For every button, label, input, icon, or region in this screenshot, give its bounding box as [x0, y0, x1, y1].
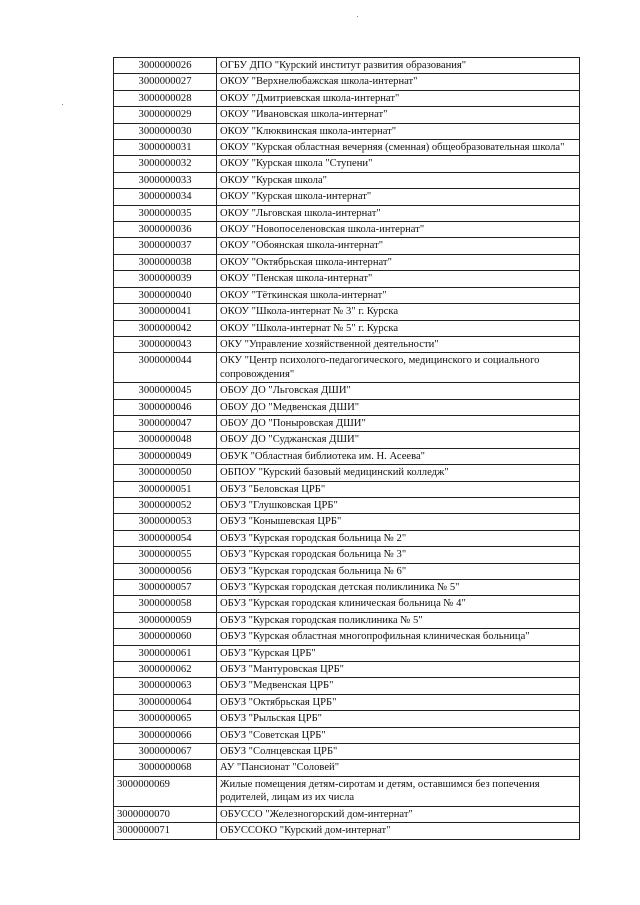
row-code: 3000000067 [114, 744, 217, 760]
scan-speck [357, 16, 358, 17]
table-row [114, 629, 580, 645]
row-organization-name: ОБОУ ДО "Поныровская ДШИ" [217, 415, 580, 431]
row-organization-name: ОКОУ "Льговская школа-интернат" [217, 205, 580, 221]
row-code: 3000000040 [114, 287, 217, 303]
row-code: 3000000069 [114, 776, 217, 806]
row-organization-name: ОБУЗ "Медвенская ЦРБ" [217, 678, 580, 694]
table-row [114, 744, 580, 760]
row-code: 3000000070 [114, 806, 217, 822]
row-code: 3000000062 [114, 662, 217, 678]
row-organization-name: ОБУЗ "Рыльская ЦРБ" [217, 711, 580, 727]
table-row [114, 172, 580, 188]
row-code: 3000000051 [114, 481, 217, 497]
row-code: 3000000064 [114, 694, 217, 710]
row-organization-name: ОБУЗ "Мантуровская ЦРБ" [217, 662, 580, 678]
table-row [114, 90, 580, 106]
row-code: 3000000034 [114, 189, 217, 205]
row-code: 3000000032 [114, 156, 217, 172]
row-organization-name: ОБУЗ "Конышевская ЦРБ" [217, 514, 580, 530]
table-row [114, 711, 580, 727]
row-code: 3000000057 [114, 580, 217, 596]
row-organization-name: ОБУЗ "Курская городская больница № 3" [217, 547, 580, 563]
table-row [114, 222, 580, 238]
row-code: 3000000045 [114, 383, 217, 399]
row-organization-name: ОКОУ "Верхнелюбажская школа-интернат" [217, 74, 580, 90]
row-organization-name: ОКОУ "Курская областная вечерняя (сменная) общеобразовательная школа" [217, 140, 580, 156]
table-row [114, 678, 580, 694]
table-row [114, 481, 580, 497]
row-code: 3000000031 [114, 140, 217, 156]
row-organization-name: ОКОУ "Ивановская школа-интернат" [217, 107, 580, 123]
row-code: 3000000059 [114, 612, 217, 628]
table-row [114, 823, 580, 839]
scan-speck [62, 104, 63, 105]
table-row [114, 694, 580, 710]
row-organization-name: ОКОУ "Пенская школа-интернат" [217, 271, 580, 287]
row-code: 3000000060 [114, 629, 217, 645]
row-code: 3000000053 [114, 514, 217, 530]
registry-table-body [114, 58, 580, 840]
row-code: 3000000038 [114, 254, 217, 270]
table-row [114, 399, 580, 415]
row-code: 3000000052 [114, 497, 217, 513]
table-row [114, 140, 580, 156]
table-row [114, 497, 580, 513]
row-code: 3000000044 [114, 353, 217, 383]
row-code: 3000000029 [114, 107, 217, 123]
table-row [114, 727, 580, 743]
table-row [114, 287, 580, 303]
row-code: 3000000063 [114, 678, 217, 694]
table-row [114, 612, 580, 628]
table-row [114, 336, 580, 352]
table-row [114, 432, 580, 448]
table-row [114, 645, 580, 661]
row-code: 3000000030 [114, 123, 217, 139]
table-row [114, 514, 580, 530]
row-code: 3000000039 [114, 271, 217, 287]
table-row [114, 415, 580, 431]
table-row [114, 530, 580, 546]
row-code: 3000000068 [114, 760, 217, 776]
row-organization-name: ОБУК "Областная библиотека им. Н. Асеева" [217, 448, 580, 464]
table-row [114, 563, 580, 579]
row-organization-name: ОКУ "Центр психолого-педагогического, медицинского и социального сопровождения" [217, 353, 580, 383]
row-organization-name: ОКОУ "Школа-интернат № 3" г. Курска [217, 304, 580, 320]
row-code: 3000000055 [114, 547, 217, 563]
table-row [114, 547, 580, 563]
table-row [114, 254, 580, 270]
row-organization-name: ОКОУ "Октябрьская школа-интернат" [217, 254, 580, 270]
row-organization-name: ОКОУ "Тёткинская школа-интернат" [217, 287, 580, 303]
table-row [114, 353, 580, 383]
row-organization-name: ОБУЗ "Солнцевская ЦРБ" [217, 744, 580, 760]
row-code: 3000000047 [114, 415, 217, 431]
row-organization-name: ОКОУ "Курская школа-интернат" [217, 189, 580, 205]
row-organization-name: ОБУССО "Железногорский дом-интернат" [217, 806, 580, 822]
row-organization-name: ОКОУ "Курская школа" [217, 172, 580, 188]
row-organization-name: ОБУЗ "Беловская ЦРБ" [217, 481, 580, 497]
row-code: 3000000028 [114, 90, 217, 106]
row-organization-name: ОКУ "Управление хозяйственной деятельности" [217, 336, 580, 352]
row-organization-name: ОБУЗ "Курская городская поликлиника № 5" [217, 612, 580, 628]
row-organization-name: ОБУЗ "Советская ЦРБ" [217, 727, 580, 743]
row-organization-name: ОКОУ "Клюквинская школа-интернат" [217, 123, 580, 139]
table-row [114, 776, 580, 806]
row-code: 3000000050 [114, 465, 217, 481]
row-code: 3000000054 [114, 530, 217, 546]
row-code: 3000000061 [114, 645, 217, 661]
row-code: 3000000041 [114, 304, 217, 320]
row-organization-name: ОБПОУ "Курский базовый медицинский колледж" [217, 465, 580, 481]
row-organization-name: ОБУЗ "Курская городская больница № 2" [217, 530, 580, 546]
row-code: 3000000033 [114, 172, 217, 188]
table-row [114, 123, 580, 139]
row-organization-name: ОБУЗ "Курская городская детская поликлиника № 5" [217, 580, 580, 596]
row-organization-name: ОБУЗ "Глушковская ЦРБ" [217, 497, 580, 513]
table-row [114, 205, 580, 221]
row-code: 3000000056 [114, 563, 217, 579]
row-organization-name: ОКОУ "Школа-интернат № 5" г. Курска [217, 320, 580, 336]
row-organization-name: ОБУССОКО "Курский дом-интернат" [217, 823, 580, 839]
row-code: 3000000049 [114, 448, 217, 464]
table-row [114, 320, 580, 336]
row-code: 3000000035 [114, 205, 217, 221]
row-code: 3000000026 [114, 58, 217, 74]
table-row [114, 238, 580, 254]
table-row [114, 448, 580, 464]
row-organization-name: ОБОУ ДО "Медвенская ДШИ" [217, 399, 580, 415]
table-row [114, 806, 580, 822]
row-code: 3000000046 [114, 399, 217, 415]
row-organization-name: АУ "Пансионат "Соловей" [217, 760, 580, 776]
table-row [114, 156, 580, 172]
table-row [114, 662, 580, 678]
row-code: 3000000042 [114, 320, 217, 336]
row-code: 3000000065 [114, 711, 217, 727]
table-row [114, 760, 580, 776]
registry-table [113, 57, 580, 840]
table-row [114, 465, 580, 481]
table-row [114, 580, 580, 596]
row-organization-name: ОГБУ ДПО "Курский институт развития образования" [217, 58, 580, 74]
row-organization-name: ОБУЗ "Курская городская больница № 6" [217, 563, 580, 579]
table-row [114, 58, 580, 74]
table-row [114, 189, 580, 205]
row-organization-name: ОБУЗ "Курская городская клиническая больница № 4" [217, 596, 580, 612]
row-organization-name: ОКОУ "Дмитриевская школа-интернат" [217, 90, 580, 106]
row-organization-name: ОКОУ "Новопоселеновская школа-интернат" [217, 222, 580, 238]
row-organization-name: ОБОУ ДО "Льговская ДШИ" [217, 383, 580, 399]
row-code: 3000000048 [114, 432, 217, 448]
table-row [114, 596, 580, 612]
row-code: 3000000066 [114, 727, 217, 743]
table-row [114, 383, 580, 399]
row-code: 3000000027 [114, 74, 217, 90]
row-code: 3000000036 [114, 222, 217, 238]
table-row [114, 107, 580, 123]
row-organization-name: ОКОУ "Обоянская школа-интернат" [217, 238, 580, 254]
row-organization-name: ОБУЗ "Курская ЦРБ" [217, 645, 580, 661]
row-code: 3000000071 [114, 823, 217, 839]
row-organization-name: ОБУЗ "Октябрьская ЦРБ" [217, 694, 580, 710]
table-row [114, 74, 580, 90]
row-code: 3000000037 [114, 238, 217, 254]
row-code: 3000000058 [114, 596, 217, 612]
row-organization-name: ОБУЗ "Курская областная многопрофильная клиническая больница" [217, 629, 580, 645]
table-row [114, 271, 580, 287]
row-code: 3000000043 [114, 336, 217, 352]
row-organization-name: ОКОУ "Курская школа "Ступени" [217, 156, 580, 172]
row-organization-name: Жилые помещения детям-сиротам и детям, оставшимся без попечения родителей, лицам из их числа [217, 776, 580, 806]
row-organization-name: ОБОУ ДО "Суджанская ДШИ" [217, 432, 580, 448]
table-row [114, 304, 580, 320]
